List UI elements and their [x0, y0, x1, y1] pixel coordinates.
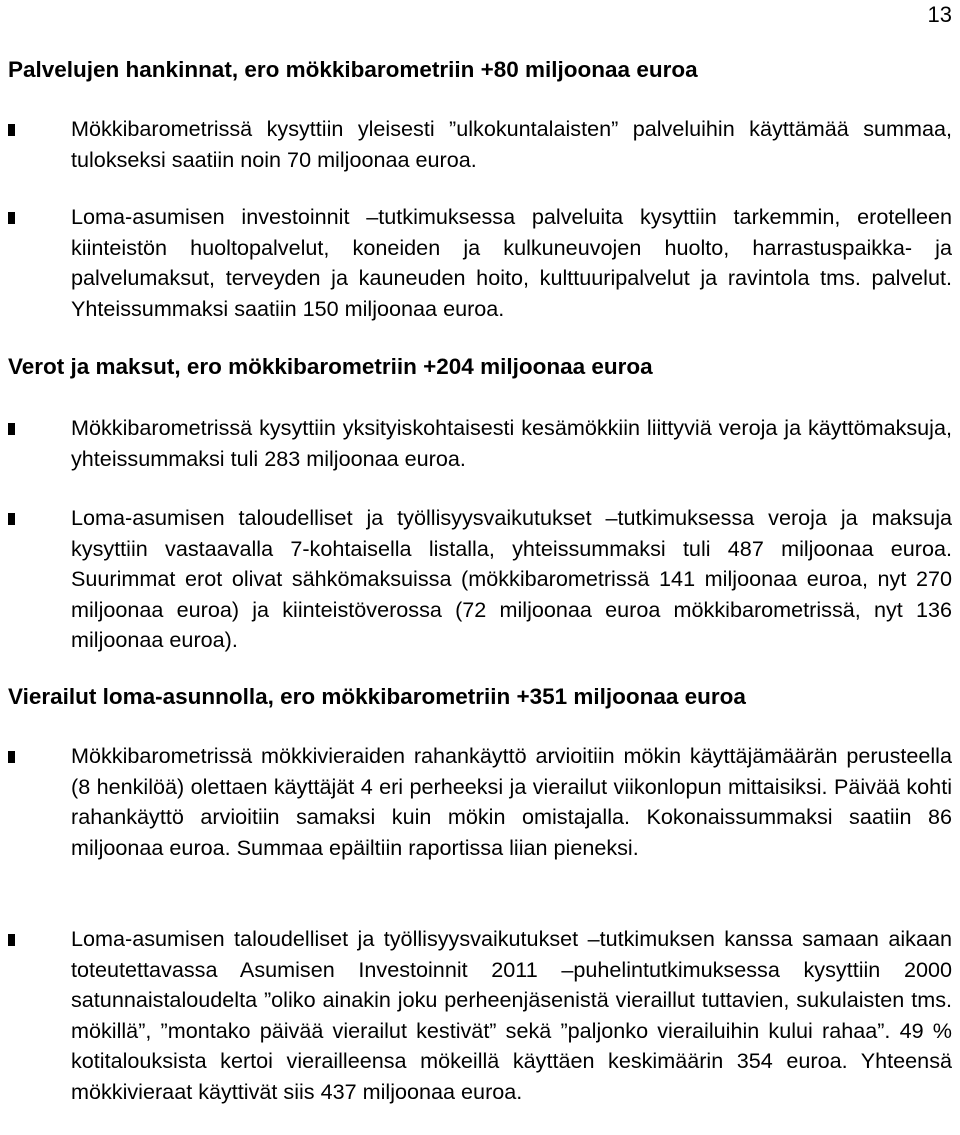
square-bullet-icon	[8, 212, 15, 224]
square-bullet-icon	[8, 751, 15, 763]
list-item	[8, 114, 952, 175]
bullet-text: Mökkibarometrissä mökkivieraiden rahankäyttö arvioitiin mökin käyttäjämäärän perusteella (8 henkilöä) olettaen käyttäjät 4 eri perheeksi ja vierailut viikonlopun mittaisiksi. Päivää kohti rahankäyttö arvioitiin samaksi kuin mökin omistajalla. Kokonaissummaksi saatiin 86 miljoonaa euroa. Summaa epäiltiin raportissa liian pieneksi.	[71, 743, 952, 860]
bullet-text: Mökkibarometrissä kysyttiin yksityiskohtaisesti kesämökkiin liittyviä veroja ja käyttömaksuja, yhteissummaksi tuli 283 miljoonaa euroa.	[71, 415, 952, 471]
section-taxes	[8, 352, 952, 382]
square-bullet-icon	[8, 124, 15, 136]
bullet-text: Loma-asumisen investoinnit –tutkimuksessa palveluita kysyttiin tarkemmin, erotelleen kiinteistön huoltopalvelut, koneiden ja kulkuneuvojen huolto, harrastuspaikka- ja palvelumaksut, terveyden ja kauneuden hoito, kulttuuripalvelut ja ravintola tms. palvelut. Yhteissummaksi saatiin 150 miljoonaa euroa.	[71, 204, 952, 321]
section-heading: Vierailut loma-asunnolla, ero mökkibarometriin +351 miljoonaa euroa	[8, 684, 746, 709]
list-item	[8, 741, 952, 863]
square-bullet-icon	[8, 513, 15, 525]
square-bullet-icon	[8, 423, 15, 435]
page-number: 13	[927, 2, 952, 27]
section-heading: Palvelujen hankinnat, ero mökkibarometriin +80 miljoonaa euroa	[8, 57, 698, 82]
square-bullet-icon	[8, 934, 15, 946]
section-visits	[8, 682, 952, 712]
bullet-text: Mökkibarometrissä kysyttiin yleisesti ”ulkokuntalaisten” palveluihin käyttämää summaa, tulokseksi saatiin noin 70 miljoonaa euroa.	[71, 116, 952, 172]
list-item	[8, 924, 952, 1107]
bullet-text: Loma-asumisen taloudelliset ja työllisyysvaikutukset –tutkimuksessa veroja ja maksuja kysyttiin vastaavalla 7-kohtaisella listalla, yhteissummaksi tuli 487 miljoonaa euroa. Suurimmat erot olivat sähkömaksuissa (mökkibarometrissä 141 miljoonaa euroa, nyt 270 miljoonaa euroa) ja kiinteistöverossa (72 miljoonaa euroa mökkibarometrissä, nyt 136 miljoonaa euroa).	[71, 505, 952, 652]
list-item	[8, 503, 952, 656]
list-item	[8, 202, 952, 324]
section-services	[8, 55, 952, 85]
bullet-text: Loma-asumisen taloudelliset ja työllisyysvaikutukset –tutkimuksen kanssa samaan aikaan toteutettavassa Asumisen Investoinnit 2011 –puhelintutkimuksessa kysyttiin 2000 satunnaistaloudelta ”oliko ainakin joku perheenjäsenistä vieraillut tuttavien, sukulaisten tms. mökillä”, ”montako päivää vierailut kestivät” sekä ”paljonko vierailuihin kului rahaa”. 49 % kotitalouksista kertoi vierailleensa mökeillä käyttäen keskimäärin 354 euroa. Yhteensä mökkivieraat käyttivät siis 437 miljoonaa euroa.	[71, 926, 952, 1104]
section-heading: Verot ja maksut, ero mökkibarometriin +204 miljoonaa euroa	[8, 354, 653, 379]
list-item	[8, 413, 952, 474]
